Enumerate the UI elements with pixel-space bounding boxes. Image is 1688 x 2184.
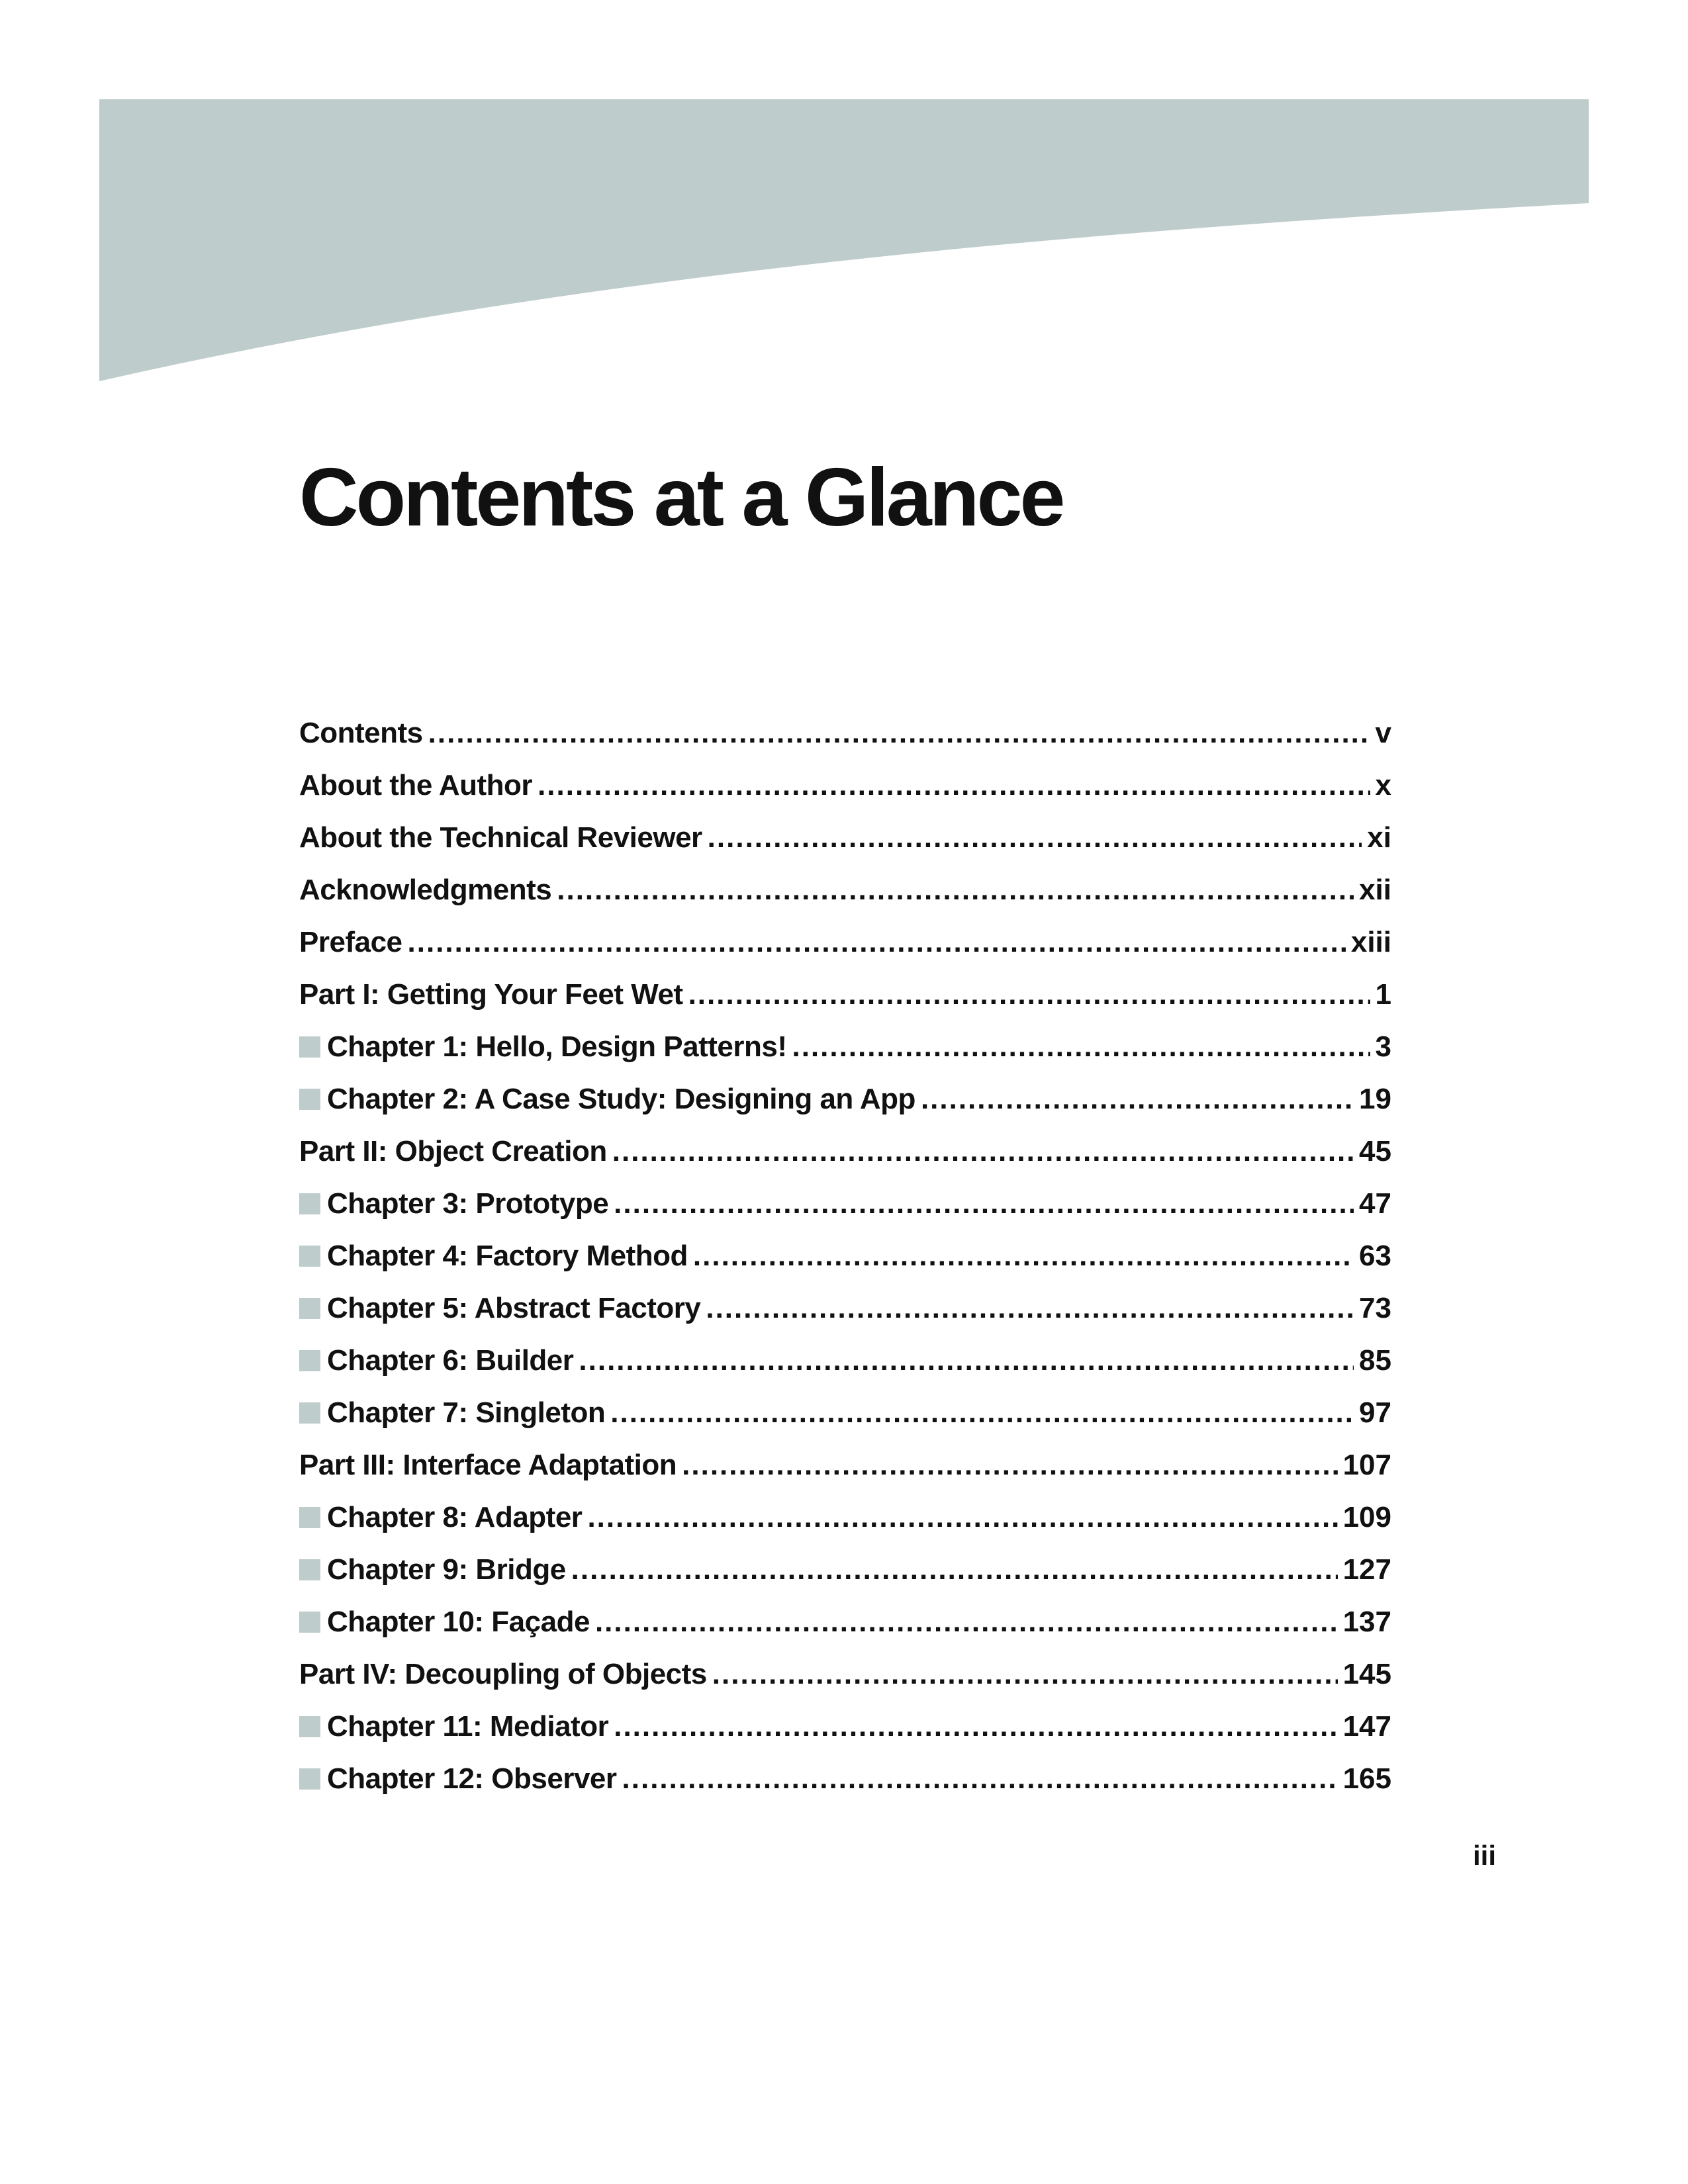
toc-entry-page: xi [1367,821,1391,854]
dot-leader [688,968,1370,1021]
toc-entry-page: 127 [1342,1553,1391,1586]
toc-entry-label: Chapter 2: A Case Study: Designing an App [327,1083,915,1115]
dot-leader [682,1439,1337,1491]
page-title: Contents at a Glance [299,452,1063,543]
toc-entry-label: Chapter 1: Hello, Design Patterns! [327,1030,787,1063]
toc-entry-chapter[interactable] [299,1021,1391,1073]
toc-entry-chapter[interactable] [299,1752,1391,1805]
toc-entry-label: Acknowledgments [299,874,552,906]
toc-entry-page: 165 [1342,1762,1391,1795]
toc-entry-page: xii [1359,874,1391,906]
dot-leader [614,1700,1337,1752]
dot-leader [428,707,1370,759]
toc-entry-label: Contents [299,717,423,749]
toc-entry-page: 45 [1359,1135,1391,1167]
square-bullet-icon [299,1612,320,1633]
toc-entry-label: Chapter 10: Façade [327,1606,590,1638]
toc-entry-label: Chapter 12: Observer [327,1762,617,1795]
toc-entry-label: Chapter 4: Factory Method [327,1240,688,1272]
toc-entry[interactable] [299,1648,1391,1700]
toc-entry-chapter[interactable] [299,1543,1391,1596]
toc-entry-page: 145 [1342,1658,1391,1690]
toc-entry[interactable] [299,864,1391,916]
toc-entry-label: Part II: Object Creation [299,1135,607,1167]
square-bullet-icon [299,1559,320,1580]
toc-entry-label: Chapter 9: Bridge [327,1553,566,1586]
toc-entry-page: 1 [1375,978,1391,1011]
toc-entry[interactable] [299,1125,1391,1177]
toc-entry-chapter[interactable] [299,1700,1391,1752]
toc-entry-chapter[interactable] [299,1491,1391,1543]
dot-leader [693,1230,1354,1282]
toc-entry-label: Preface [299,926,402,958]
toc-entry-chapter[interactable] [299,1387,1391,1439]
dot-leader [921,1073,1354,1125]
toc-entry-page: 47 [1359,1187,1391,1220]
square-bullet-icon [299,1246,320,1267]
toc-entry[interactable] [299,1439,1391,1491]
dot-leader [595,1596,1338,1648]
page-number: iii [1472,1840,1496,1871]
toc-entry-page: 85 [1359,1344,1391,1377]
toc-entry-label: Part III: Interface Adaptation [299,1449,677,1481]
toc-entry[interactable] [299,759,1391,811]
header-band-shape [99,99,1589,381]
dot-leader [712,1648,1338,1700]
toc-entry-page: 137 [1342,1606,1391,1638]
toc-entry-page: 73 [1359,1292,1391,1324]
toc-entry-label: Chapter 3: Prototype [327,1187,609,1220]
toc-entry-chapter[interactable] [299,1073,1391,1125]
toc-entry-page: 97 [1359,1396,1391,1429]
dot-leader [612,1125,1354,1177]
square-bullet-icon [299,1716,320,1737]
toc-entry-page: 63 [1359,1240,1391,1272]
toc-entry-page: 107 [1342,1449,1391,1481]
dot-leader [587,1491,1337,1543]
toc-entry[interactable] [299,811,1391,864]
toc-entry-chapter[interactable] [299,1177,1391,1230]
toc-entry-label: Chapter 6: Builder [327,1344,574,1377]
toc-entry-label: Chapter 7: Singleton [327,1396,606,1429]
toc-entry-chapter[interactable] [299,1230,1391,1282]
square-bullet-icon [299,1507,320,1528]
toc-entry-label: Chapter 8: Adapter [327,1501,583,1533]
table-of-contents [299,707,1391,1805]
toc-entry-page: 147 [1342,1710,1391,1743]
square-bullet-icon [299,1089,320,1110]
toc-entry[interactable] [299,707,1391,759]
toc-entry-page: 109 [1342,1501,1391,1533]
dot-leader [571,1543,1338,1596]
toc-entry-page: 19 [1359,1083,1391,1115]
dot-leader [622,1752,1338,1805]
header-band [0,0,1688,397]
dot-leader [579,1334,1354,1387]
dot-leader [610,1387,1354,1439]
toc-entry-page: 3 [1375,1030,1391,1063]
toc-entry-page: xiii [1350,926,1391,958]
square-bullet-icon [299,1768,320,1790]
toc-entry-chapter[interactable] [299,1282,1391,1334]
toc-entry[interactable] [299,916,1391,968]
dot-leader [557,864,1354,916]
dot-leader [408,916,1346,968]
toc-entry-label: About the Technical Reviewer [299,821,702,854]
toc-entry-page: x [1375,769,1391,801]
square-bullet-icon [299,1298,320,1319]
toc-entry-label: Chapter 5: Abstract Factory [327,1292,701,1324]
toc-entry-page: v [1375,717,1391,749]
square-bullet-icon [299,1193,320,1214]
dot-leader [708,811,1362,864]
toc-entry-chapter[interactable] [299,1596,1391,1648]
toc-entry-label: Part IV: Decoupling of Objects [299,1658,707,1690]
toc-entry-chapter[interactable] [299,1334,1391,1387]
square-bullet-icon [299,1036,320,1058]
dot-leader [706,1282,1354,1334]
dot-leader [614,1177,1354,1230]
square-bullet-icon [299,1402,320,1424]
toc-entry-label: About the Author [299,769,533,801]
square-bullet-icon [299,1350,320,1371]
dot-leader [792,1021,1370,1073]
toc-entry-label: Part I: Getting Your Feet Wet [299,978,683,1011]
toc-entry-label: Chapter 11: Mediator [327,1710,609,1743]
toc-entry[interactable] [299,968,1391,1021]
dot-leader [538,759,1370,811]
